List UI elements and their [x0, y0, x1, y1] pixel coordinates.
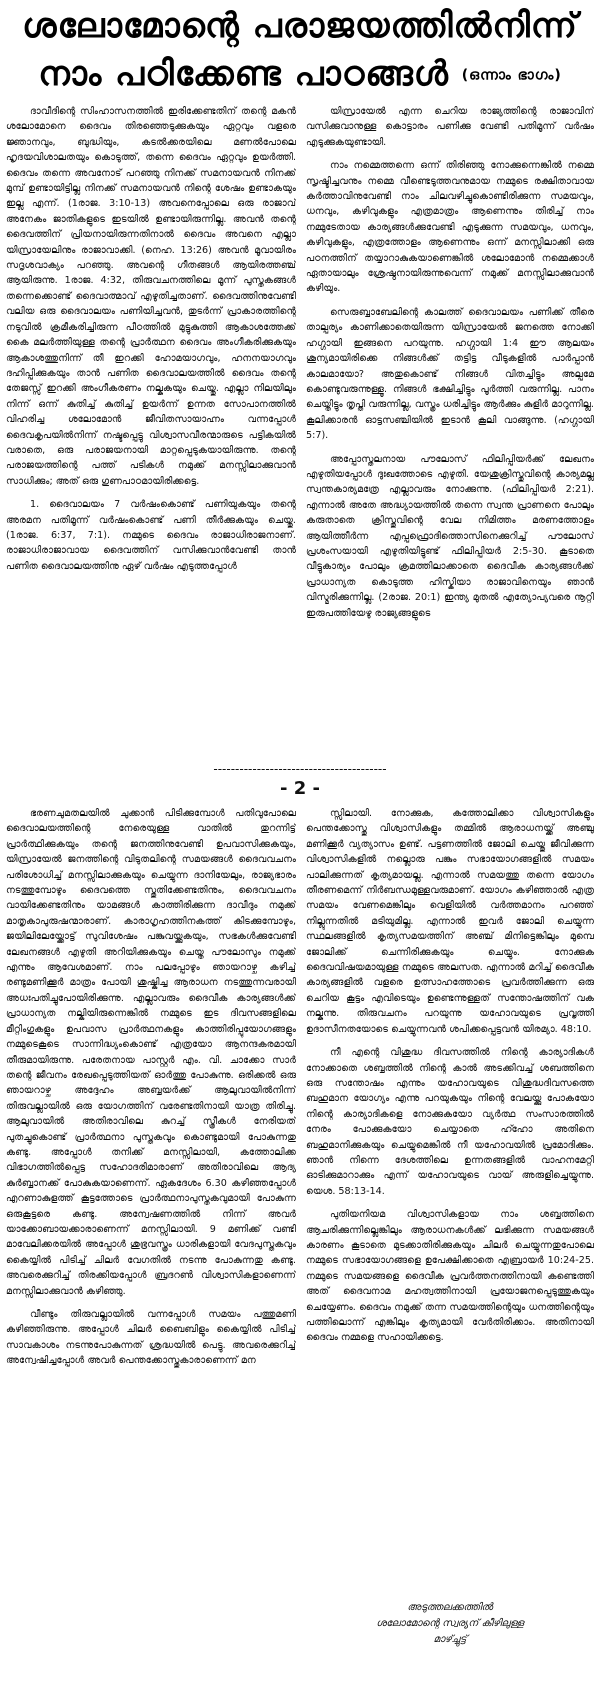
article-part-label: (ഒന്നാം ഭാഗം) — [461, 67, 562, 84]
column-1 — [6, 104, 296, 700]
column-4 — [306, 806, 594, 1522]
paragraph: സ്സിലായി. നോക്കുക, കത്തോലിക്കാ വിശ്വാസികളും പെന്തക്കോസ്തു വിശ്വാസികളും തമ്മിൽ ആരാധനയ്ക്ക് അഞ്ചു മണിക്കൂർ വ്യത്യാസം ഉണ്ട്. പട്ടണത്തിൽ ജോലി ചെയ്തു ജീവിക്കുന്ന വിശ്വാസികളിൽ നല്ലൊരു പങ്കും സഭായോഗങ്ങളിൽ സമയം പാലിക്കുന്നത് കൃത്യമായല്ല. എന്നാൽ സമയത്തു തന്നെ യോഗം തീരണമെന്ന് നിർബന്ധമുള്ളവരുമാണ്. യോഗം കഴിഞ്ഞാൽ എത്ര സമയം വേണമെങ്കിലും വെളിയിൽ വർത്തമാനം പറഞ്ഞ് നില്ലുന്നതിൽ മടിയുമില്ല. എന്നാൽ ഇവർ ജോലി ചെയ്യുന്ന സ്ഥലങ്ങളിൽ കൃത്യസമയത്തിന് അഞ്ച് മിനിട്ടെങ്കിലും മുമ്പെ ജോലിക്ക് ചെന്നിരിക്കുകയും ചെയ്യും. നോക്കുക ദൈവവിഷയമായുള്ള നമ്മുടെ അലസത. എന്നാൽ മറിച്ച് ദൈവീക കാര്യങ്ങളിൽ വളരെ ഉത്സാഹത്തോടെ പ്രവർത്തിക്കുന്ന ഒരു ചെറിയ കൂട്ടം എവിടെയും ഉണ്ടെന്നുള്ളത് സന്തോഷത്തിന് വക നല്കുന്നു. തിരുവചനം പറയുന്നു യഹോവയുടെ പ്രവൃത്തി ഉദാസീനതയോടെ ചെയ്യുന്നവൻ ശപിക്കപ്പെട്ടവൻ യിരമ്യാ. 48:10. — [306, 808, 594, 1035]
paragraph: സെരുബ്ബാബേലിന്റെ കാലത്ത് ദൈവാലയം പണിക്ക് തീരെ താല്പര്യം കാണിക്കാതെയിരുന്ന യിസ്രായേൽ ജനത്തെ നോക്കി ഹഗ്ഗായി ഇങ്ങനെ പറയുന്നു. ഹഗ്ഗായി 1:4 ഈ ആലയം ശൂന്യമായിരിക്കെ നിങ്ങൾക്ക് തട്ടിട്ട വീടുകളിൽ പാർപ്പാൻ കാലമായോ? അതുകൊണ്ട് നിങ്ങൾ വിതച്ചിട്ടും അല്പമേ കൊണ്ടുവരുന്നുള്ളൂ. നിങ്ങൾ ഭക്ഷിച്ചിട്ടും പൂർത്തി വരുന്നില്ല. പാനം ചെയ്തിട്ടും തൃപ്തി വരുന്നില്ല, വസ്ത്രം ധരിച്ചിട്ടും ആർക്കും കുളിർ മാറുന്നില്ല. കൂലിക്കാരൻ ഓട്ടസഞ്ചിയിൽ ഇടാൻ കൂലി വാങ്ങുന്നു. (ഹഗ്ഗായി 5:7). — [306, 306, 594, 442]
paragraph: നീ എന്റെ വിശുദ്ധ ദിവസത്തിൽ നിന്റെ കാര്യാദികൾ നോക്കാതെ ശബ്ബത്തിൽ നിന്റെ കാൽ അടക്കിവച്ച് ശബത്തിനെ ഒരു സന്തോഷം എന്നും യഹോവയുടെ വിശുദ്ധദിവസത്തെ ബഹുമാന യോഗ്യം എന്നു പറയുകയും നിന്റെ വേലയ്ക്കു പോകയോ നിന്റെ കാര്യാദികളെ നോക്കുകയോ വ്യർത്ഥ സംസാരത്തിൽ നേരം പോക്കുകയോ ചെയ്യാതെ ഹ്ഹോ അതിനെ ബഹുമാനിക്കുകയും ചെയ്യുമെങ്കിൽ നീ യഹോവയിൽ പ്രമോദിക്കും. ഞാൻ നിന്നെ ദേശത്തിലെ ഉന്നതങ്ങളിൽ വാഹനമേറ്റി ഓടിക്കുമാറാക്കും എന്ന് യഹോവയുടെ വായ് അരുളിച്ചെയ്യുന്നു. യെശ. 58:13-14. — [306, 1047, 594, 1197]
continuation-line: ശലോമോന്റെ സ്വര്യന് കീഴിലുള്ള — [376, 1618, 524, 1629]
column-3 — [6, 806, 296, 1658]
paragraph: വീണ്ടും തിരുവല്ലായിൽ വന്നപ്പോൾ സമയം പത്തുമണി കഴിഞ്ഞിരുന്നു. അപ്പോൾ ചിലർ ബൈബിളും കൈയ്യിൽ പിടിച്ച് സാവകാശം നടന്നുപോകുന്നത് ശ്രദ്ധയിൽ പെട്ടു. അവരെക്കുറിച്ച് അന്വേഷിച്ചപ്പോൾ അവർ പെന്തക്കോസ്തുകാരാണെന്ന് മന — [6, 1309, 296, 1367]
continuation-line: അടുത്തലക്കത്തിൽ — [407, 1602, 493, 1613]
paragraph: ഭരണചുമതലയിൽ ചുക്കാൻ പിടിക്കുമ്പോൾ പതിവുപോലെ ദൈവാലയത്തിന്റെ നേരെയുള്ള വാതിൽ തുറന്നിട്ട് പ്രാർത്ഥിക്കുകയും തന്റെ ജനത്തിനുവേണ്ടി ഉപവാസിക്കുകയും, യിസ്രായേൽ ജനത്തിന്റെ വിടുതലിന്റെ സമയങ്ങൾ ദൈവവചനം പരിശോധിച്ച് മനസ്സിലാക്കുകയും ചെയ്യുന്ന ദാനിയേലും, രാജ്യഭാരം നടത്തുമ്പോഴും ദൈവത്തെ സ്തുതിക്കേണ്ടതിനും, ദൈവവചനം വായിക്കേണ്ടതിനും യാമങ്ങൾ കാത്തിരിക്കുന്ന ദാവീദും നമുക്ക് മാതൃകാപുരുഷന്മാരാണ്. കാരാഗൃഹത്തിനകത്ത് കിടക്കുമ്പോഴും, ജയിലിലേയ്ക്കോട്ട് സുവിശേഷം പങ്കുവയ്ക്കുകയും, സഭകൾക്കുവേണ്ടി ലേഖനങ്ങൾ എഴുതി അറിയിക്കുകയും ചെയ്ത പൗലോസും നമുക്ക് എന്നും ആവേശമാണ്. നാം പലപ്പോഴും ഞായറാഴ്ച കഴിച്ച് രണ്ടുമണിക്കൂർ മാത്രം പോയി ശുഷ്കിച്ച ആരാധന നടത്തുന്നവരായി അധഃപതിച്ചുപോയിരിക്കുന്നു. എല്ലാവരും ദൈവീക കാര്യങ്ങൾക്ക് പ്രാധാന്യത നല്കിയിരുന്നെങ്കിൽ നമ്മുടെ ഇട ദിവസങ്ങളിലെ മീറ്റിംഗുകളും ഉപവാസ പ്രാർത്ഥനകളും കാത്തിരിപ്പുയോഗങ്ങളും നമ്മുടെകൂടെ സാന്നിദ്ധ്യംകൊണ്ട് എത്രയോ ആനന്ദകരമായി തീരുമായിരുന്നു. പരേതനായ പാസ്റ്റർ എം. വി. ചാക്കോ സാർ തന്റെ ജീവനം രേഖപ്പെടുത്തിയത് ഓർത്തു പോകുന്നു. ഒരിക്കൽ ഒരു ഞായറാഴ്ച അദ്ദേഹം അബ്ബയർക്ക് ആലുവായിൽനിന്ന് തിരുവല്ലായിൽ ഒരു യോഗത്തിന് വരേണ്ടതിനായി യാത്ര തിരിച്ചു. ആലുവായിൽ അതിരാവിലെ കുറച്ച് സ്ത്രീകൾ നേരിയത് പുതച്ചുകൊണ്ട് പ്രാർത്ഥനാ പുസ്തകവും കൊണ്ടുമായി പോകുന്നതു കണ്ടു. അപ്പോൾ തനിക്ക് മനസ്സിലായി, കത്തോലിക്ക വിഭാഗത്തിൽപ്പെട്ട സഹോദരിമാരാണ് അതിരാവിലെ ആദ്യ കുർബ്ബാനക്ക് പോകുകയാണെന്ന്. ഏകദേശം 6.30 കഴിഞ്ഞപ്പോൾ എറണാകുളത്ത് കൂട്ടത്തോടെ പ്രാർത്ഥനാപുസ്തകവുമായി പോകുന്ന ഒരുകൂട്ടരെ കണ്ടു. അന്വേഷണത്തിൽ നിന്ന് അവർ യാക്കോബായക്കാരാണെന്ന് മനസ്സിലായി. 9 മണിക്ക് വണ്ടി മാവേലിക്കരയിൽ അപ്പോൾ ശുഭ്രവസ്ത്രം ധാരികളായി വേദപുസ്തകവും കൈയ്യിൽ പിടിച്ച് ചിലർ വേഗതിൽ നടന്നു പോകുന്നതു കണ്ടു. അവരെക്കുറിച്ച് തിരക്കിയപ്പോൾ ബ്രദറൺ വിശ്വാസികളാണെന്ന് മനസ്സിലാക്കുവാൻ കഴിഞ്ഞു. — [6, 808, 296, 1297]
paragraph: നാം നമ്മെത്തന്നെ ഒന്ന് തിരിഞ്ഞു നോക്കുന്നെങ്കിൽ നമ്മെ സൃഷ്ടിച്ചവനും നമ്മെ വീണ്ടെടുത്തവനുമായ നമ്മുടെ രക്ഷിതാവായ കർത്താവിനുവേണ്ടി നാം ചിലവഴിച്ചുകൊണ്ടിരിക്കുന്ന സമയവും, ധനവും, കഴിവുകളും എത്രമാത്രം ആണെന്നും തിരിച്ച് നാം നമ്മുടേതായ കാര്യങ്ങൾക്കുവേണ്ടി എടുക്കുന്ന സമയവും, ധനവും, കഴിവുകളും, എത്രത്തോളം ആണെന്നും ഒന്ന് മനസ്സിലാക്കി ഒരു പഠനത്തിന് തയ്യാറാകുകയാണെങ്കിൽ ശലോമോൻ നമ്മെക്കാൾ ഏതായാലും ശ്രേഷ്ഠനായിരുന്നുവെന്ന് നമുക്ക് മനസ്സിലാക്കുവാൻ കഴിയും. — [306, 160, 594, 295]
continuation-note — [306, 1600, 594, 1648]
author-name: മാഴ്ച്ചുട്ട് — [433, 1634, 467, 1645]
article-title-main: നാം പഠിക്കേണ്ട പാഠങ്ങൾ — [38, 54, 449, 94]
paragraph: പുതിയനിയമ വിശ്വാസികളായ നാം ശബ്ബത്തിനെ ആചരിക്കുന്നില്ലെങ്കിലും ആരാധനകൾക്ക് ലഭിക്കുന്ന സമയങ്ങൾ കാരണം കൂടാതെ മുടക്കാതിരിക്കുകയും ചിലർ ചെയ്യുന്നതുപോലെ നമ്മുടെ സഭായോഗങ്ങളെ ഉപേക്ഷിക്കാതെ എബ്രായർ 10:24-25. നമ്മുടെ സമയങ്ങളെ ദൈവീക പ്രവർത്തനത്തിനായി കണ്ടെത്തി അത് ദൈവനാമ മഹത്വത്തിനായി പ്രയോജനപ്പെടുത്തുകയും ചെയ്യേണം. ദൈവം നമുക്ക് തന്ന സമയത്തിന്റെയും ധനത്തിന്റെയും പത്തിലൊന്ന് എങ്കിലും കൃത്യമായി വേർതിരിക്കാം. അതിനായി ദൈവം നമ്മളെ സഹായിക്കട്ടെ. — [306, 1209, 594, 1344]
paragraph: യിസ്രായേൽ എന്ന ചെറിയ രാജ്യത്തിന്റെ രാജാവിന് വസിക്കുവാനുള്ള കൊട്ടാരം പണിക്കു വേണ്ടി പതിമൂന്ന് വർഷം എടുക്കുകയുണ്ടായി. — [306, 106, 594, 148]
paragraph: ദാവീദിന്റെ സിംഹാസനത്തിൽ ഇരിക്കേണ്ടതിന് തന്റെ മകൻ ശലോമോനെ ദൈവം തിരഞ്ഞെടുക്കുകയും ഏറ്റവും വളരെ ജ്ഞാനവും, ബുദ്ധിയും, കടൽക്കരയിലെ മണൽപോലെ ഹൃദയവിശാലതയും കൊടുത്ത്, തന്നെ ദൈവം ഏറ്റവും ഉയർത്തി. ദൈവം തന്നെ അവനോട് പറഞ്ഞു നിനക്ക് സമനായവൻ നിനക്ക് മുമ്പ് ഉണ്ടായിട്ടില്ല നിനക്ക് സമനായവൻ നിന്റെ ശേഷം ഉണ്ടാകയും ഇല്ല എന്ന്. (1രാജ. 3:10-13) അവനെപ്പോലെ ഒരു രാജാവ് അനേകം ജാതികളുടെ ഇടയിൽ ഉണ്ടായിരുന്നില്ല. അവൻ തന്റെ ദൈവത്തിന് പ്രിയനായിരുന്നതിനാൽ ദൈവം അവനെ എല്ലാ യിസ്രായേലിനും രാജാവാക്കി. (നെഹ. 13:26) അവൻ മൂവായിരം സദൃശവാക്യം പറഞ്ഞു. അവന്റെ ഗീതങ്ങൾ ആയിരത്തഞ്ച് ആയിരുന്നു. 1രാജ. 4:32, തിരുവചനത്തിലെ മൂന്ന് പുസ്തകങ്ങൾ തന്നെക്കൊണ്ട് ദൈവാത്മാവ് എഴുതിച്ചതാണ്. ദൈവത്തിനുവേണ്ടി വലിയ ഒരു ദൈവാലയം പണിയിച്ചവൻ, തുടർന്ന് പ്രാകാരത്തിന്റെ നടുവിൽ ക്രമീകരിച്ചിരുന്ന പീഠത്തിൽ മുട്ടുകുത്തി ആകാശത്തേക്ക് കൈ മലർത്തിയുള്ള തന്റെ പ്രാർത്ഥന ദൈവം അംഗീകരിക്കുകയും ആകാശത്തുനിന്ന് തീ ഇറക്കി ഹോമയാഗവും, ഹനനയാഗവും ദഹിപ്പിക്കുകയും താൻ പണിത ദൈവാലയത്തിൽ ദൈവം തന്റെ തേജസ്സ് ഇറക്കി അംഗീകരണം നല്കുകയും ചെയ്തു. എല്ലാ നിലയിലും നിന്ന് ഒന്ന് കുതിച്ച് കുതിച്ച് ഉയർന്ന് ഉന്നത സോപാനത്തിൽ വിഹരിച്ച ശലോമോൻ ജീവിതസായാഹ്നം വന്നപ്പോൾ ദൈവകൃപയിൽനിന്ന് നഷ്ടപ്പെട്ടു വിശ്വാസവീരന്മാരുടെ പട്ടികയിൽ വരാതെ, ഒരു പരാജയനായി മാറ്റപ്പെടുകയായിരുന്നു. തന്റെ പരാജയത്തിന്റെ പത്ത് പടികൾ നമുക്ക് മനസ്സിലാക്കുവാൻ സാധിക്കും; അത് ഒരു ഗുണപാഠമായിരിക്കട്ടെ. — [6, 106, 296, 487]
paragraph: 1. ദൈവാലയം 7 വർഷംകൊണ്ട് പണിയുകയും തന്റെ അരമന പതിമൂന്ന് വർഷംകൊണ്ട് പണി തീർക്കുകയും ചെയ്തു. (1രാജ. 6:37, 7:1). നമ്മുടെ ദൈവം രാജാധിരാജനാണ്. രാജാധിരാജാവായ ദൈവത്തിന് വസിക്കുവാൻവേണ്ടി താൻ പണിത ദൈവാലയത്തിനു ഏഴ് വർഷം എടുത്തപ്പോൾ — [6, 499, 296, 572]
article-title-line-1: ശലോമോന്റെ പരാജയത്തിൽനിന്ന് — [22, 6, 578, 46]
page-divider: ---------------------------------------- — [213, 762, 387, 776]
column-2 — [306, 104, 594, 710]
paragraph: അപ്പോസ്തലനായ പൗലോസ് ഫിലിപ്പിയർക്ക് ലേഖനം എഴുതിയപ്പോൾ ദുഃഖത്തോടെ എഴുതി. യേശുക്രിസ്തുവിന്റെ കാര്യമല്ല സ്വന്തകാര്യമത്രേ എല്ലാവരും നോക്കുന്നു. (ഫിലിപ്പിയർ 2:21). എന്നാൽ അതേ അദ്ധ്യായത്തിൽ തന്നെ സ്വന്ത പ്രാണനെ പോലും കരുതാതെ ക്രിസ്തുവിന്റെ വേല നിമിത്തം മരണത്തോളം ആയിത്തീർന്ന എപ്പഫ്രൊദിത്തൊസിനെക്കുറിച്ച് പൗലോസ് പ്രശംസയായി എഴുതിയിട്ടുണ്ട് ഫിലിപ്പിയർ 2:5-30. കൂടാതെ വീട്ടുകാര്യം പോലും ക്രമത്തിലാക്കാതെ ദൈവീക കാര്യങ്ങൾക്ക് പ്രാധാന്യത കൊടുത്ത ഹിസ്കിയാ രാജാവിനെയും ഞാൻ വിസ്മരിക്കുന്നില്ല. (2രാജ. 20:1) ഇന്ത്യ മുതൽ എത്യോപ്യവരെ നൂറ്റി ഇരുപത്തിയേഴു രാജ്യങ്ങളുടെ — [306, 453, 594, 619]
page-number: - 2 - — [280, 778, 320, 799]
article-title-line-2 — [0, 52, 600, 98]
